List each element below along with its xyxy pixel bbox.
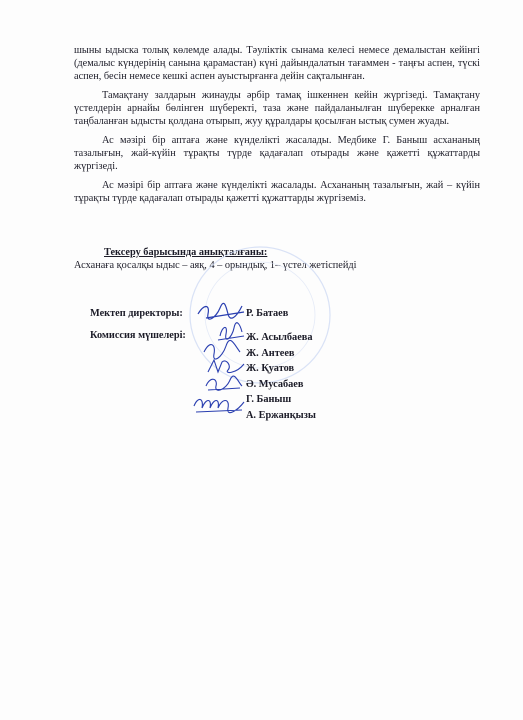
member-name: Г. Баныш — [246, 394, 292, 406]
member-name: Ә. Мусабаев — [246, 378, 304, 390]
member-name: Ж. Асылбаева — [246, 332, 313, 343]
member-name: Ж. Антеев — [246, 347, 295, 359]
findings-text: Асханаға қосалқы ыдыс – аяқ, 4 – орындық, 1– үстел жетіспейді — [74, 260, 357, 271]
member-name: Ж. Қуатов — [246, 363, 295, 375]
paragraph-1: шыны ыдыска толық көлемде алады. Тәуліктік сынама келесі немесе демалыстан кейінгі (демалыс күндерінің санына қарамастан) күні дайындалатын тағаммен - таңғы аспен, түскі аспен, бесін немесе кешкі аспен ауыстырғанға дейін сақталынған. — [74, 45, 480, 82]
member-name: А. Ержанқызы — [246, 409, 316, 421]
body-text — [74, 44, 480, 211]
commission-label: Комиссия мүшелері: — [90, 330, 186, 341]
director-label: Мектеп директоры: — [90, 308, 183, 319]
member-signature — [192, 392, 246, 416]
paragraph-3: Ас мәзірі бір аптаға және күнделікті жасалады. Медбике Г. Баныш асхананың тазалығын, жай-күйін тұрақты түрде қадағалап отырады және қажетті құжаттарды жүргізеді. — [74, 135, 480, 172]
findings-heading: Тексеру барысында анықталғаны: — [104, 247, 268, 258]
commission-members — [246, 330, 316, 424]
paragraph-2: Тамақтану залдарын жинауды әрбір тамақ ішкеннен кейін жүргізеді. Тамақтану үстелдерін арнайы бөлінген шүберекті, таза және пайдаланылған шүберекке арналған таңбаланған ыдысты қолдана отырып, жуу құралдары қосылған ыстық сумен жуады. — [74, 90, 480, 127]
member-signature — [202, 374, 246, 394]
director-name: Р. Батаев — [246, 308, 289, 319]
paragraph-4: Ас мәзірі бір аптаға және күнделікті жасалады. Асхананың тазалығын, жай – күйін тұрақты түрде қадағалап отырады қажетті құжаттарды жүргіземіз. — [74, 180, 480, 204]
director-signature — [196, 300, 248, 322]
